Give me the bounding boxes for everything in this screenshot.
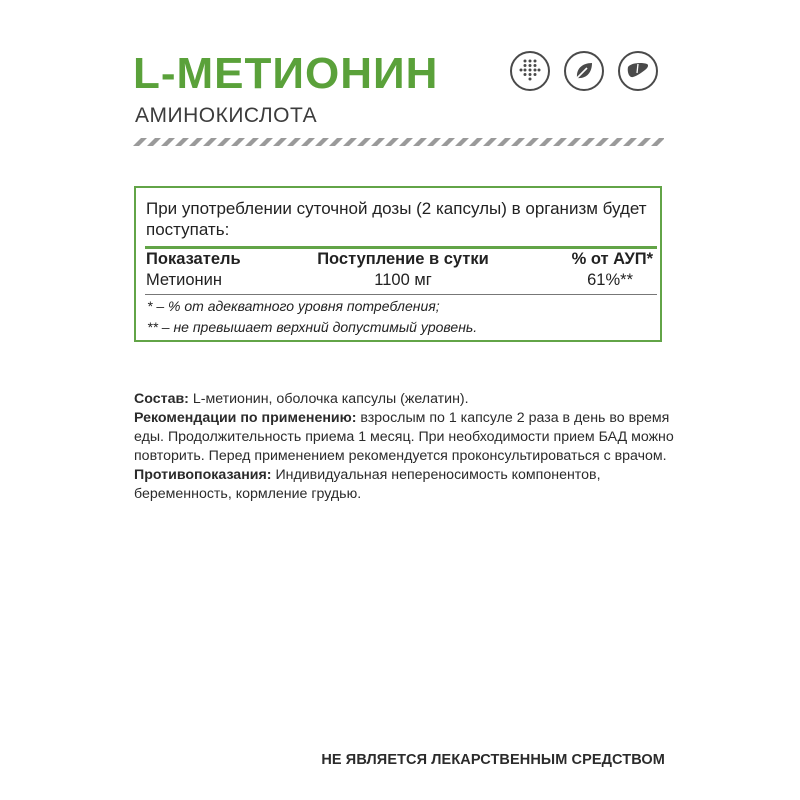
not-a-medicine-disclaimer: НЕ ЯВЛЯЕТСЯ ЛЕКАРСТВЕННЫМ СРЕДСТВОМ — [321, 752, 665, 768]
product-title: L-МЕТИОНИН — [133, 49, 439, 98]
contraindication-text: Индивидуальная непереносимость компонентов, беременность, кормление грудью. — [134, 467, 601, 502]
table-row-amount: 1100 мг — [374, 271, 432, 289]
table-row-percent: 61%** — [587, 271, 633, 289]
hatched-divider — [133, 138, 664, 146]
contraindication-paragraph — [134, 466, 674, 504]
product-subtitle: АМИНОКИСЛОТА — [135, 104, 318, 127]
feature-icons — [510, 51, 658, 91]
recommendation-label: Рекомендации по применению: — [134, 410, 357, 426]
contraindication-label: Противопоказания: — [134, 467, 272, 483]
nutrition-info-box — [134, 186, 662, 342]
dose-intro-text: При употреблении суточной дозы (2 капсулы) в организм будет поступать: — [146, 199, 647, 239]
footnote-1: * – % от адекватного уровня потребления; — [147, 298, 440, 314]
table-header-divider — [145, 246, 657, 249]
table-row-name: Метионин — [146, 271, 222, 289]
liver-icon — [618, 51, 658, 91]
composition-section — [134, 390, 674, 504]
footnote-2: ** – не превышает верхний допустимый уровень. — [147, 319, 478, 335]
column-header-indicator: Показатель — [146, 250, 241, 268]
table-row-divider — [145, 294, 657, 295]
recommendation-text: взрослым по 1 капсуле 2 раза в день во время еды. Продолжительность приема 1 месяц. При необходимости прием БАД можно повторить. Перед применением рекомендуется проконсультироваться с врачом. — [134, 410, 674, 464]
composition-paragraph — [134, 390, 674, 409]
recommendation-paragraph — [134, 409, 674, 466]
leaf-icon — [564, 51, 604, 91]
composition-label: Состав: — [134, 391, 189, 407]
column-header-daily-intake: Поступление в сутки — [317, 250, 489, 268]
column-header-percent: % от АУП* — [571, 250, 653, 268]
down-arrow-dots-icon — [510, 51, 550, 91]
composition-text: L-метионин, оболочка капсулы (желатин). — [188, 391, 469, 407]
